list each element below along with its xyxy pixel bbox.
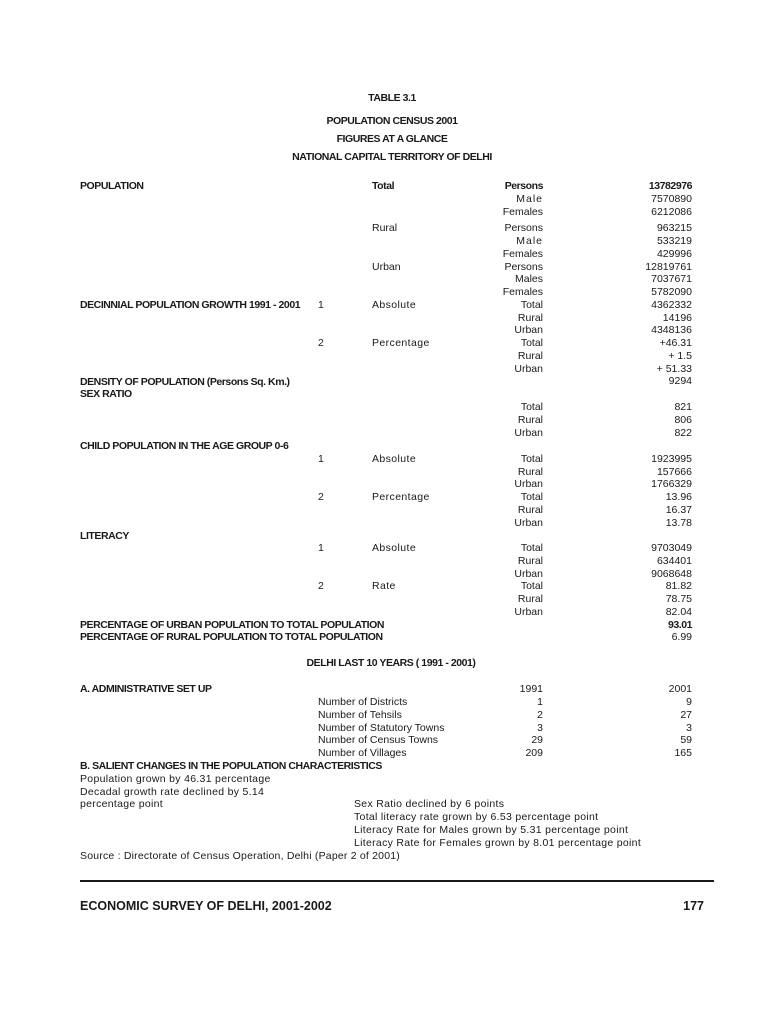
row-type: Urban (514, 606, 543, 618)
salient-right-line: Total literacy rate grown by 6.53 percentage point (354, 811, 599, 823)
row-type: Urban (514, 324, 543, 336)
row-value: 1923995 (651, 453, 692, 465)
table-subtitle: FIGURES AT A GLANCE (336, 133, 448, 145)
row-value: 14196 (662, 312, 692, 324)
growth-percentage-label: Percentage (372, 337, 430, 349)
row-type: Females (502, 248, 543, 260)
row-value: 7570890 (651, 193, 692, 205)
rural-percentage-label: PERCENTAGE OF RURAL POPULATION TO TOTAL POPULATION (80, 631, 383, 643)
literacy-item-number: 2 (318, 580, 324, 592)
row-type: Rural (517, 504, 543, 516)
row-value: 7037671 (651, 273, 692, 285)
page-number: 177 (683, 899, 704, 913)
row-value: 6212086 (651, 206, 692, 218)
density-value: 9294 (668, 375, 692, 387)
row-type: Total (520, 580, 543, 592)
admin-row-2001: 27 (680, 709, 692, 721)
child-item-number: 2 (318, 491, 324, 503)
row-value: 78.75 (665, 593, 692, 605)
salient-left-line: Population grown by 46.31 percentage (80, 773, 271, 785)
growth-item-number: 2 (318, 337, 324, 349)
footer-title: ECONOMIC SURVEY OF DELHI, 2001-2002 (80, 899, 332, 913)
row-value: 12819761 (645, 261, 692, 273)
sex-ratio-label: SEX RATIO (80, 388, 132, 400)
salient-left-line: Decadal growth rate declined by 5.14 (80, 786, 265, 798)
row-value: 82.04 (665, 606, 692, 618)
table-title: POPULATION CENSUS 2001 (326, 115, 458, 127)
row-value: 9703049 (651, 542, 692, 554)
table-number: TABLE 3.1 (368, 92, 416, 104)
literacy-item-number: 1 (318, 542, 324, 554)
urban-percentage-label: PERCENTAGE OF URBAN POPULATION TO TOTAL POPULATION (80, 619, 384, 631)
row-type: Total (520, 337, 543, 349)
row-value: 533219 (656, 235, 692, 247)
admin-row-label: Number of Districts (318, 696, 408, 708)
salient-changes-heading: B. SALIENT CHANGES IN THE POPULATION CHARACTERISTICS (80, 760, 382, 772)
child-percentage-label: Percentage (372, 491, 430, 503)
row-type: Male (516, 235, 543, 247)
row-type: Total (520, 401, 543, 413)
row-value: 806 (674, 414, 692, 426)
admin-row-label: Number of Statutory Towns (318, 722, 445, 734)
child-item-number: 1 (318, 453, 324, 465)
row-value: 13.96 (665, 491, 692, 503)
admin-row-2001: 165 (674, 747, 692, 759)
row-value: 821 (674, 401, 692, 413)
source-note: Source : Directorate of Census Operation, Delhi (Paper 2 of 2001) (80, 850, 400, 862)
row-value: 822 (674, 427, 692, 439)
row-type: Rural (517, 350, 543, 362)
admin-row-1991: 29 (531, 734, 543, 746)
growth-item-number: 1 (318, 299, 324, 311)
row-value: 4362332 (651, 299, 692, 311)
row-type: Urban (514, 517, 543, 529)
population-label: POPULATION (80, 180, 144, 192)
row-type: Females (502, 286, 543, 298)
row-value: 16.37 (665, 504, 692, 516)
row-value: + 51.33 (656, 363, 692, 375)
row-value: 634401 (656, 555, 692, 567)
row-type: Females (502, 206, 543, 218)
row-value: 157666 (656, 466, 692, 478)
row-value: 1766329 (651, 478, 692, 490)
urban-percentage-value: 93.01 (667, 619, 692, 631)
row-type: Urban (514, 363, 543, 375)
growth-absolute-label: Absolute (372, 299, 417, 311)
growth-label: DECINNIAL POPULATION GROWTH 1991 - 2001 (80, 299, 301, 311)
admin-row-label: Number of Villages (318, 747, 407, 759)
admin-row-1991: 1 (537, 696, 543, 708)
row-type: Total (520, 299, 543, 311)
literacy-label: LITERACY (80, 530, 129, 542)
admin-row-label: Number of Tehsils (318, 709, 402, 721)
admin-row-1991: 3 (537, 722, 543, 734)
admin-row-1991: 209 (525, 747, 543, 759)
row-type: Male (516, 193, 543, 205)
row-value: 13.78 (665, 517, 692, 529)
row-type: Rural (517, 312, 543, 324)
row-value: 5782090 (651, 286, 692, 298)
row-type: Persons (504, 180, 543, 192)
row-type: Rural (517, 414, 543, 426)
footer-rule (80, 880, 714, 882)
row-value: 9068648 (651, 568, 692, 580)
row-type: Total (520, 542, 543, 554)
population-rural-label: Rural (372, 222, 398, 234)
row-type: Total (520, 491, 543, 503)
column-header-1991: 1991 (519, 683, 543, 695)
row-value: 81.82 (665, 580, 692, 592)
literacy-rate-label: Rate (372, 580, 396, 592)
rural-percentage-value: 6.99 (671, 631, 692, 643)
literacy-absolute-label: Absolute (372, 542, 417, 554)
density-label: DENSITY OF POPULATION (Persons Sq. Km.) (80, 376, 290, 388)
column-header-2001: 2001 (668, 683, 692, 695)
row-type: Males (514, 273, 543, 285)
row-type: Persons (504, 222, 543, 234)
row-type: Urban (514, 478, 543, 490)
row-value: + 1.5 (668, 350, 692, 362)
row-value: 13782976 (648, 180, 692, 192)
row-type: Total (520, 453, 543, 465)
population-urban-label: Urban (372, 261, 401, 273)
territory-title: NATIONAL CAPITAL TERRITORY OF DELHI (292, 151, 492, 163)
row-type: Rural (517, 466, 543, 478)
row-type: Urban (514, 427, 543, 439)
row-type: Rural (517, 555, 543, 567)
row-value: 963215 (656, 222, 692, 234)
admin-row-2001: 3 (686, 722, 692, 734)
admin-row-label: Number of Census Towns (318, 734, 439, 746)
child-absolute-label: Absolute (372, 453, 417, 465)
salient-right-line: Literacy Rate for Males grown by 5.31 percentage point (354, 824, 629, 836)
salient-left-line: percentage point (80, 798, 164, 810)
salient-right-line: Literacy Rate for Females grown by 8.01 percentage point (354, 837, 642, 849)
admin-row-1991: 2 (537, 709, 543, 721)
row-type: Persons (504, 261, 543, 273)
admin-setup-label: A. ADMINISTRATIVE SET UP (80, 683, 212, 695)
row-value: +46.31 (659, 337, 692, 349)
admin-row-2001: 9 (686, 696, 692, 708)
admin-row-2001: 59 (680, 734, 692, 746)
child-population-label: CHILD POPULATION IN THE AGE GROUP 0-6 (80, 440, 289, 452)
salient-right-line: Sex Ratio declined by 6 points (354, 798, 505, 810)
row-value: 429996 (656, 248, 692, 260)
row-value: 4348136 (651, 324, 692, 336)
population-total-label: Total (372, 180, 395, 192)
row-type: Rural (517, 593, 543, 605)
row-type: Urban (514, 568, 543, 580)
delhi-10-years-heading: DELHI LAST 10 YEARS ( 1991 - 2001) (306, 657, 476, 669)
